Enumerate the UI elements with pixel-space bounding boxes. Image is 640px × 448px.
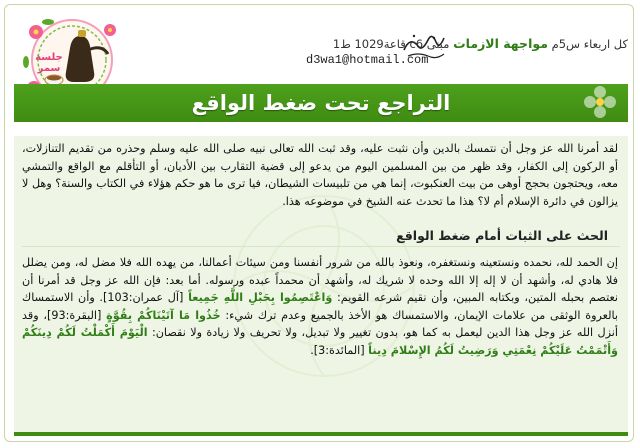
article-body bbox=[14, 136, 628, 436]
quran-reference: [المائدة:3]. bbox=[310, 343, 369, 357]
quran-reference: [آل عمران:103]. bbox=[99, 291, 189, 304]
bottom-strip bbox=[14, 432, 628, 436]
paragraph-text: ، وقد أنزل الله عز وجل هذا الدين ليعمل به كما هو، بدون تغيير ولا تبديل، ولا تحريف ولا زيادة ولا نقصان: bbox=[22, 308, 618, 339]
event-schedule: كل اربعاء س5م bbox=[551, 37, 628, 51]
quran-quote: الْيَوْمَ أَكْمَلْتُ لَكُمْ دِينَكُمْ وَأَتْمَمْتُ عَلَيْكُمْ نِعْمَتِي وَرَضِيتُ لَكُمُ الإِسْلامَ دِيناً bbox=[22, 326, 618, 357]
logo-text: جلسة سمر bbox=[35, 52, 63, 74]
section-divider bbox=[22, 246, 620, 247]
main-paragraph bbox=[22, 254, 618, 359]
paragraph-text: إن الحمد لله، نحمده ونستعينه ونستغفره، ونعوذ بالله من شرور أنفسنا ومن سيئات أعمالنا، من يهده الله فلا مضل له، ومن يضلل فلا هادي له، وأشهد أن لا إله إلا الله وحده لا شريك له، وأشهد أن محمداً عبده ورسوله. أما بعد: فإن الله عز وجل قد أمرنا أن نعتصم بحبله المتين، وبكتابه المبين، وأن نقيم شرعه القويم: bbox=[22, 256, 619, 304]
quran-reference: [البقرة:93] bbox=[47, 308, 107, 322]
banner-title: التراجع تحت ضغط الواقع bbox=[191, 91, 451, 115]
quran-quote: وَاعْتَصِمُوا بِحَبْلِ اللَّهِ جَمِيعاً bbox=[188, 291, 333, 304]
flower-ornament-icon bbox=[580, 82, 620, 124]
section-heading: الحث على الثبات أمام ضغط الواقع bbox=[396, 228, 608, 243]
intro-paragraph: لقد أمرنا الله عز وجل أن نتمسك بالدين وأن نثبت عليه، وقد ثبت الله تعالى نبيه صلى الله عليه وسلم وحذره من تقديم التنازلات، أو الركون إلى الكفار، وقد ظهر من بين المسلمين اليوم من يدعو إلى قضية التقارب بين الأديان، أو التأقلم مع الواقع والتمشي معه، ويحتجون بحجج أوهى من بيت العنكبوت، إنما هي من تلبيسات الشيطان، فيا ترى ما هو حكم هؤلاء في الكتاب والسنة؟ وهل لا يزالون في دائرة الإسلام أم لا؟ هذا ما تحدث عنه الشيخ في موضوعه هذا. bbox=[22, 142, 618, 208]
event-location: مبنى c6 قاعة1029 ط1 bbox=[332, 37, 450, 51]
title-banner bbox=[14, 84, 628, 122]
contact-email[interactable]: d3wa1@hotmail.com bbox=[306, 53, 429, 67]
event-title: مواجهة الازمات bbox=[453, 36, 548, 51]
paragraph-text: وأن الاستمساك بالعروة الوثقى من علامات الإيمان، والاستمساك هو الأخذ بالجميع وعدم ترك شيء: bbox=[22, 291, 619, 322]
quran-quote: خُذُوا مَا آتَيْنَاكُمْ بِقُوَّةٍ bbox=[106, 308, 221, 322]
